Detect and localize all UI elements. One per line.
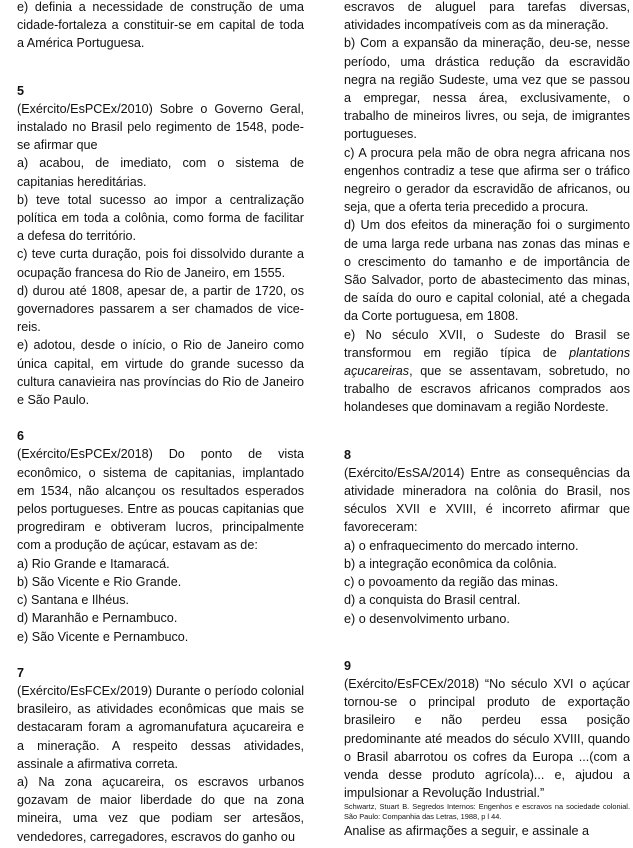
question-7-option-b: b) Com a expansão da mineração, deu-se, nesse período, uma drástica redução da escravidão negra na região Sudeste, uma vez que se passou a empregar, nessa área, exclusivamente, o trabalho de mineiros livres, ou seja, de imigrantes portugueses.	[344, 36, 630, 142]
question-7-option-e	[344, 326, 630, 417]
question-8-option-a: a) o enfraquecimento do mercado interno.	[344, 538, 579, 553]
question-9-number: 9	[344, 658, 352, 673]
question-8-number: 8	[344, 447, 352, 462]
q4-option-e: e) definia a necessidade de construção de uma cidade-fortaleza a constituir-se em capital de toda a América Portuguesa.	[17, 0, 304, 51]
option-e-text-after: , que se assentavam, sobretudo, no trabalho de escravos africanos comprados aos holandeses que dominavam a região Nordeste.	[344, 364, 630, 415]
question-6-option-b: b) São Vicente e Rio Grande.	[17, 574, 182, 589]
question-8-option-e: e) o desenvolvimento urbano.	[344, 611, 510, 626]
question-8-stem: (Exército/EsSA/2014) Entre as consequências da atividade mineradora na colônia do Brasil, nos séculos XVII e XVIII, é incorreto afirmar que favoreceram:	[344, 465, 630, 535]
question-5-stem: (Exército/EsPCEx/2010) Sobre o Governo Geral, instalado no Brasil pelo regimento de 1548, pode-se afirmar que	[17, 101, 304, 153]
left-column	[17, 0, 304, 846]
question-5-option-a: a) acabou, de imediato, com o sistema de capitanias hereditárias.	[17, 156, 304, 189]
question-7-number: 7	[17, 665, 25, 680]
question-6-stem: (Exército/EsPCEx/2018) Do ponto de vista econômico, o sistema de capitanias, implantado em 1534, não alcançou os resultados esperados pelos portugueses. Entre as poucas capitanias que progrediram e obtiveram lucros, principalmente com a produção de açúcar, estavam as de:	[17, 447, 304, 553]
question-5-option-d: d) durou até 1808, apesar de, a partir de 1720, os governadores passarem a ser chamados de vice-reis.	[17, 283, 304, 335]
question-9-citation: Schwartz, Stuart B. Segredos Internos: Engenhos e escravos na sociedade colonial. São Paulo: Companhia das Letras, 1988, p l 44.	[344, 802, 630, 822]
question-6-number: 6	[17, 429, 25, 444]
question-8-option-c: c) o povoamento da região das minas.	[344, 575, 559, 590]
question-7-option-a: a) Na zona açucareira, os escravos urbanos gozavam de maior liberdade do que na zona mineira, uma vez que podiam ser artesãos, vendedores, carregadores, escravos do ganho ou	[17, 774, 304, 844]
question-7-stem: (Exército/EsFCEx/2019) Durante o período colonial brasileiro, as atividades econômicas que mais se destacaram foram a agromanufatura açucareira e a mineração. A respeito dessas atividades, assinale a afirmativa correta.	[17, 683, 304, 771]
question-9-instruction: Analise as afirmações a seguir, e assinale a	[344, 824, 590, 839]
option-e-text-before: e) No século XVII, o Sudeste do Brasil se transformou em região típica de	[344, 327, 630, 360]
right-column	[344, 0, 630, 841]
question-8-option-d: d) a conquista do Brasil central.	[344, 593, 521, 608]
question-6-option-d: d) Maranhão e Pernambuco.	[17, 611, 178, 626]
option-e-italic-term: plantations açucareiras	[344, 345, 630, 379]
question-5-option-e: e) adotou, desde o início, o Rio de Janeiro como única capital, em virtude do grande sucesso da cultura canavieira nas províncias do Rio de Janeiro e São Paulo.	[17, 338, 304, 408]
question-6-option-e: e) São Vicente e Pernambuco.	[17, 629, 189, 644]
question-7-option-d: d) Um dos efeitos da mineração foi o surgimento de uma larga rede urbana nas zonas das minas e o crescimento do tamanho e de importância de São Salvador, porto de abastecimento das minas, de saída do ouro e capital colonial, até a chegada da Corte portuguesa, em 1808.	[344, 218, 630, 324]
question-6-option-c: c) Santana e Ilhéus.	[17, 593, 130, 608]
question-9-stem: (Exército/EsFCEx/2018) “No século XVI o açúcar tornou-se o principal produto de exportação brasileiro e não perdeu essa posição predominante até meados do século XVIII, quando o Brasil abarrotou os cofres da Europa ...(com a venda desse produto agrícola)... e, ajudou a impulsionar a Revolução Industrial.”	[344, 676, 630, 801]
question-5-option-b: b) teve total sucesso ao impor a centralização política em toda a colônia, como forma de facilitar a defesa do território.	[17, 192, 304, 244]
question-8-option-b: b) a integração econômica da colônia.	[344, 556, 557, 571]
question-7-option-c: c) A procura pela mão de obra negra africana nos engenhos contradiz a tese que afirma ser o tráfico negreiro o gerador da escravidão de africanos, ou seja, que a oferta teria precedido a procura.	[344, 145, 630, 215]
question-5-option-c: c) teve curta duração, pois foi dissolvido durante a ocupação francesa do Rio de Janeiro, em 1555.	[17, 247, 304, 280]
question-7-option-a-continued: escravos de aluguel para tarefas diversas, atividades incompatíveis com as da mineração.	[344, 0, 630, 33]
question-5-number: 5	[17, 83, 25, 98]
question-6-option-a: a) Rio Grande e Itamaracá.	[17, 556, 170, 571]
